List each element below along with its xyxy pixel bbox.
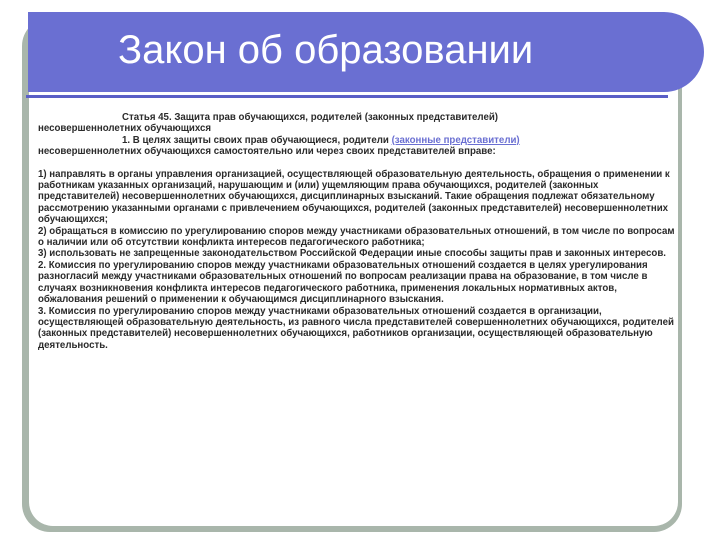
article-heading-continued: несовершеннолетних обучающихся xyxy=(38,123,212,135)
spacer xyxy=(38,158,678,169)
list-item: 2. Комиссия по урегулированию споров между участниками образовательных отношений создается в целях урегулирования разногласий между участниками образовательных отношений по вопросам реализации права на образование, в том числе в случаях возникновения конфликта интересов педагогического работника, применения локальных нормативных актов, обжалования решений о применении к обучающимся дисциплинарного взыскания. xyxy=(38,259,648,306)
paragraph-1-text: 1. В целях защиты своих прав обучающиеся, родители xyxy=(122,134,392,146)
paragraph-1 xyxy=(38,135,678,146)
legal-representatives-link[interactable]: (законные представители) xyxy=(391,134,520,146)
slide-body xyxy=(38,112,678,351)
title-underline xyxy=(26,95,668,98)
slide-title: Закон об образовании xyxy=(118,28,534,72)
paragraph-1-continued: несовершеннолетних обучающихся самостоятельно или через своих представителей вправе: xyxy=(38,146,496,158)
list-item: 3. Комиссия по урегулированию споров между участниками образовательных отношений создается в организации, осуществляющей образовательную деятельность, из равного числа представителей совершеннолетних обучающихся, родителей (законных представителей) несовершеннолетних обучающихся, работников организации, осуществляющей образовательную деятельность. xyxy=(38,305,674,351)
list-item: 1) направлять в органы управления организацией, осуществляющей образовательную деятельность, обращения о применении к работникам указанных организаций, нарушающим и (или) ущемляющим права обучающихся, родителей (законных представителей) несовершеннолетних обучающихся, дисциплинарных взысканий. Такие обращения подлежат обязательному рассмотрению указанными органами с привлечением обучающихся, родителей (законных представителей) несовершеннолетних обучающихся; xyxy=(38,168,670,226)
list-item: 2) обращаться в комиссию по урегулированию споров между участниками образовательных отношений, в том числе по вопросам о наличии или об отсутствии конфликта интересов педагогического работника; xyxy=(38,225,675,249)
article-heading: Статья 45. Защита прав обучающихся, родителей (законных представителей) xyxy=(122,112,499,123)
list-item: 3) использовать не запрещенные законодательством Российской Федерации иные способы защиты прав и законных интересов. xyxy=(38,248,666,260)
